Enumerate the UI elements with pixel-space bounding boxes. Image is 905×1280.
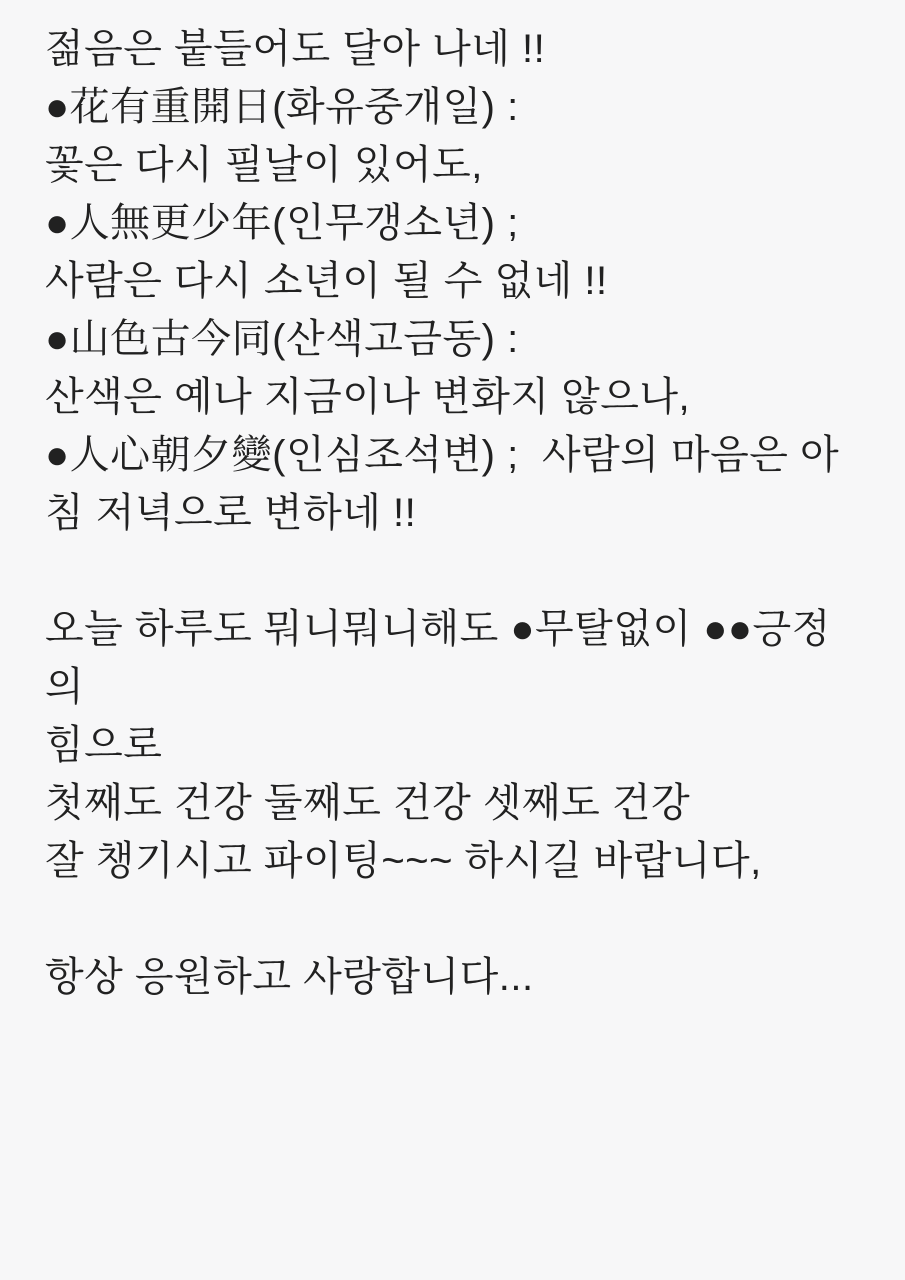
text-line: 꽃은 다시 필날이 있어도,	[45, 143, 483, 187]
text-line: 산색은 예나 지금이나 변화지 않으나,	[45, 375, 691, 419]
text-line: 사람은 다시 소년이 될 수 없네 !!	[45, 259, 608, 303]
text-line: 잘 챙기시고 파이팅~~~ 하시길 바랍니다,	[45, 839, 762, 883]
text-line: ●人無更少年(인무갱소년) ;	[45, 201, 519, 245]
text-line: 침 저녁으로 변하네 !!	[45, 491, 417, 535]
text-line: ●人心朝夕變(인심조석변) ; 사람의 마음은 아	[45, 433, 840, 477]
blank-line	[45, 542, 861, 600]
text-line: 젊음은 붙들어도 달아 나네 !!	[45, 27, 546, 71]
text-line: 힘으로	[45, 723, 163, 767]
text-line: 오늘 하루도 뭐니뭐니해도 ●무탈없이 ●●긍정의	[45, 607, 831, 709]
blank-line	[45, 890, 861, 948]
text-line: 항상 응원하고 사랑합니다...	[45, 955, 534, 999]
text-line: ●山色古今同(산색고금동) :	[45, 317, 519, 361]
text-line: ●花有重開日(화유중개일) :	[45, 85, 519, 129]
text-line: 첫째도 건강 둘째도 건강 셋째도 건강	[45, 781, 691, 825]
